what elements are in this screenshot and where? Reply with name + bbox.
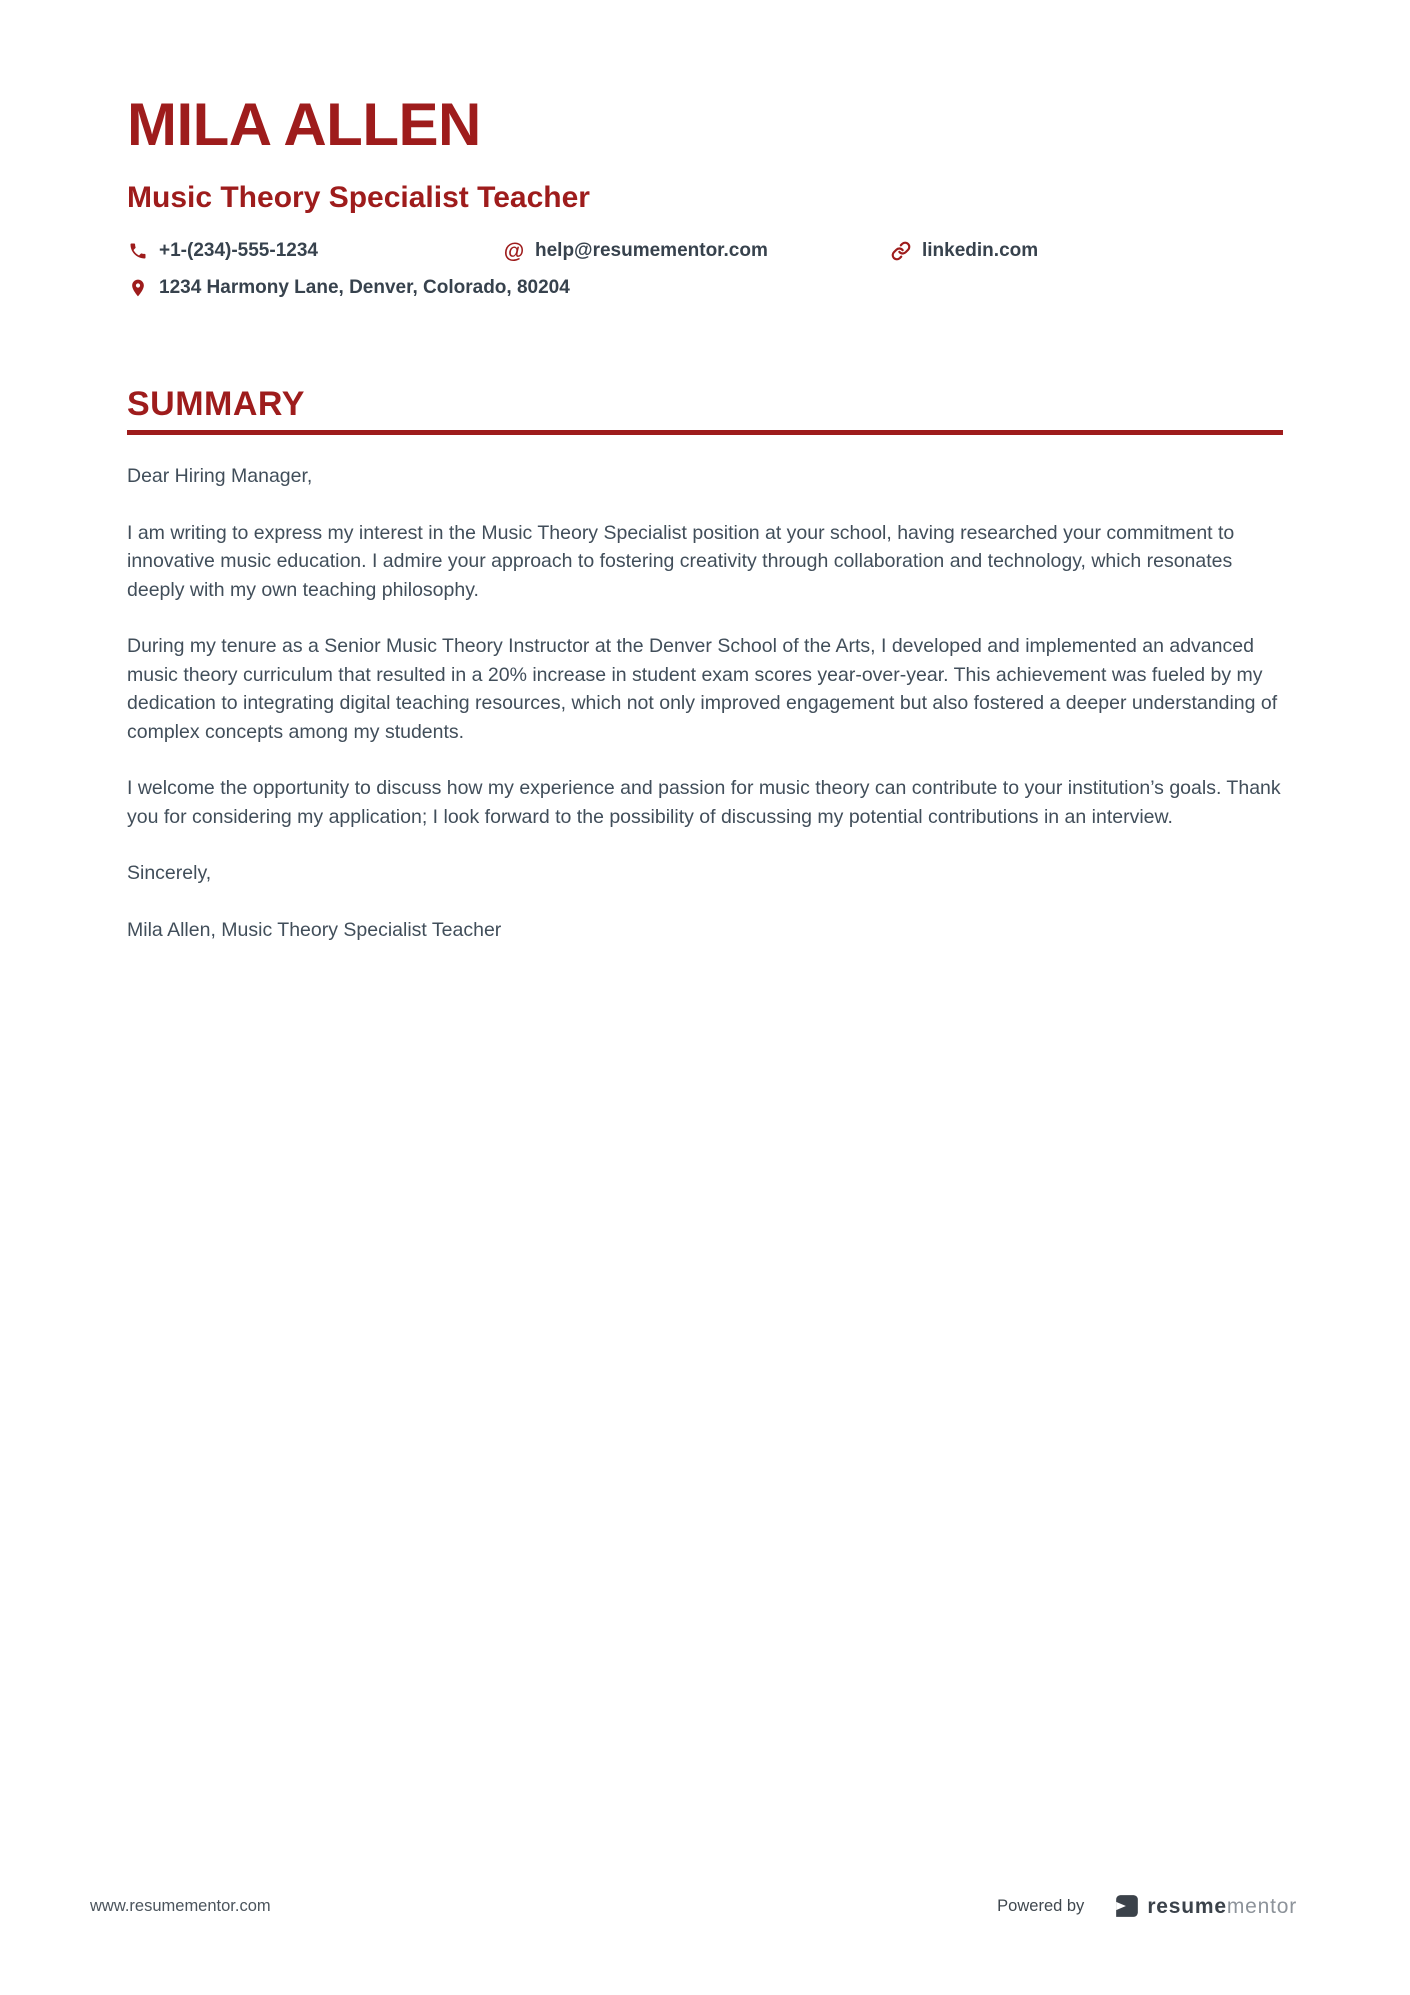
email-address[interactable]: help@resumementor.com (535, 240, 768, 261)
resumementor-logo-icon (1114, 1893, 1140, 1919)
page-content (0, 0, 1410, 944)
signature: Mila Allen, Music Theory Specialist Teacher (127, 918, 502, 941)
header (127, 92, 1283, 299)
logo-text (1147, 1896, 1297, 1917)
section-heading: SUMMARY (127, 385, 305, 423)
contact-row-1 (127, 240, 1283, 262)
at-icon: @ (503, 239, 525, 263)
address-contact (127, 277, 570, 299)
closing: Sincerely, (127, 862, 212, 885)
phone-icon (127, 241, 149, 261)
phone-contact (127, 240, 503, 262)
email-contact[interactable] (503, 240, 890, 262)
footer-website[interactable]: www.resumementor.com (90, 1896, 271, 1915)
resumementor-logo[interactable] (1114, 1893, 1297, 1919)
job-title: Music Theory Specialist Teacher (127, 181, 590, 214)
logo-text-mentor: mentor (1226, 1894, 1297, 1918)
powered-by (997, 1893, 1297, 1919)
location-pin-icon (127, 278, 149, 298)
powered-by-label: Powered by (997, 1896, 1085, 1915)
linkedin-text[interactable]: linkedin.com (922, 240, 1039, 261)
link-icon (890, 241, 912, 261)
cover-letter-body (127, 462, 1283, 944)
phone-number: +1-(234)-555-1234 (159, 240, 318, 261)
address-text: 1234 Harmony Lane, Denver, Colorado, 80204 (159, 277, 570, 298)
contact-row-2 (127, 277, 1283, 299)
paragraph-3: I welcome the opportunity to discuss how my experience and passion for music theory can contribute to your institution’s goals. Thank you for considering my application; I look forward to the possibility of discussing my potential contributions in an interview. (127, 777, 1281, 828)
logo-text-resume: resume (1147, 1894, 1227, 1918)
footer (90, 1893, 1297, 1919)
salutation: Dear Hiring Manager, (127, 465, 313, 488)
paragraph-2: During my tenure as a Senior Music Theory Instructor at the Denver School of the Arts, I developed and implemented an advanced music theory curriculum that resulted in a 20% increase in student exam scores year-over-year. This achievement was fueled by my dedication to integrating digital teaching resources, which not only improved engagement but also fostered a deeper understanding of complex concepts among my students. (127, 635, 1278, 743)
linkedin-contact[interactable] (890, 240, 1038, 262)
contact-info (127, 240, 1283, 299)
summary-section (127, 385, 1283, 944)
page-title: MILA ALLEN (127, 91, 481, 158)
section-divider (127, 430, 1283, 435)
paragraph-1: I am writing to express my interest in the Music Theory Specialist position at your school, having researched your commitment to innovative music education. I admire your approach to fostering creativity through collaboration and technology, which resonates deeply with my own teaching philosophy. (127, 521, 1235, 601)
